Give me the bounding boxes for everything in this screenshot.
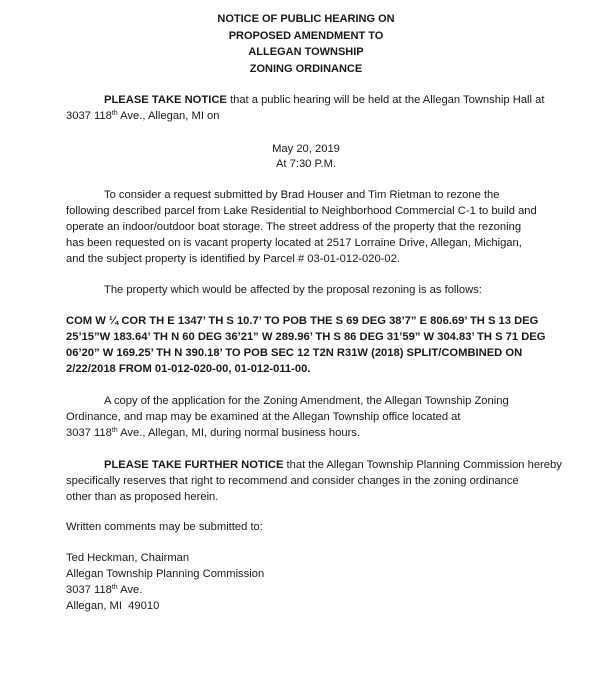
legal-line-4: 2/22/2018 FROM 01-012-020-00, 01-012-011-00. [66,363,311,375]
hall-address-rest: Ave., Allegan, MI on [117,110,220,122]
affected-paragraph [66,282,536,298]
contact-city: Allegan, MI 49010 [66,600,160,612]
affected-text: The property which would be affected by the proposal rezoning is as follows: [104,284,482,296]
copy-paragraph [66,393,536,441]
contact-block [66,550,536,614]
further-notice-paragraph [66,457,562,505]
title-line-1: NOTICE OF PUBLIC HEARING ON [217,13,395,25]
copy-line-1: A copy of the application for the Zoning Amendment, the Allegan Township Zoning [104,395,509,407]
hall-address-number: 3037 118 [66,110,112,122]
notice-lead: PLEASE TAKE NOTICE [104,94,227,106]
further-line-2: specifically reserves that right to recommend and consider changes in the zoning ordinance [66,475,519,487]
further-notice-lead: PLEASE TAKE FURTHER NOTICE [104,459,284,471]
request-line-2: following described parcel from Lake Residential to Neighborhood Commercial C-1 to build and [66,205,537,217]
further-line-3: other than as proposed herein. [66,491,219,503]
request-line-3: operate an indoor/outdoor boat storage. The street address of the property that the rezoning [66,221,522,233]
copy-line-2: Ordinance, and map may be examined at the Allegan Township office located at [66,411,461,423]
legal-line-3: 06’20” W 169.25’ TH N 390.18’ TO POB SEC 12 T2N R31W (2018) SPLIT/COMBINED ON [66,347,523,359]
further-notice-text: that the Allegan Township Planning Commission hereby [283,459,562,471]
contact-address-suffix: th [111,584,118,591]
office-address-suffix: th [111,427,118,434]
request-paragraph [66,187,536,267]
request-line-1: To consider a request submitted by Brad Houser and Tim Rietman to rezone the [104,189,500,201]
notice-title [0,11,612,77]
contact-organization: Allegan Township Planning Commission [66,568,265,580]
office-address-rest: Ave., Allegan, MI, during normal business hours. [117,427,361,439]
comments-text: Written comments may be submitted to: [66,521,263,533]
hall-address-suffix: th [111,110,118,117]
legal-line-2: 25’15”W 183.64’ TH N 60 DEG 36’21” W 289.96’ TH S 86 DEG 31’59” W 304.83’ TH S 71 DEG [66,331,546,343]
legal-line-1: COM W ¼ COR TH E 1347’ TH S 10.7’ TO POB THE S 69 DEG 38’7” E 806.69’ TH S 13 DEG [66,315,539,327]
request-line-5: and the subject property is identified by Parcel # 03-01-012-020-02. [66,253,400,265]
contact-address-rest: Ave. [117,584,143,596]
hearing-time: At 7:30 P.M. [275,158,337,170]
request-line-4: has been requested on is vacant property located at 2517 Lorraine Drive, Allegan, Michigan, [66,237,522,249]
notice-paragraph [66,92,545,124]
office-address-number: 3037 118 [66,427,112,439]
title-line-3: ALLEGAN TOWNSHIP [248,46,364,58]
contact-name: Ted Heckman, Chairman [66,552,190,564]
hearing-date: May 20, 2019 [272,143,340,155]
title-line-4: ZONING ORDINANCE [249,62,363,75]
comments-paragraph [66,519,536,535]
legal-description [66,313,546,377]
contact-address-number: 3037 118 [66,584,112,596]
title-line-2: PROPOSED AMENDMENT TO [228,29,384,42]
notice-text: that a public hearing will be held at the Allegan Township Hall at [226,94,545,106]
